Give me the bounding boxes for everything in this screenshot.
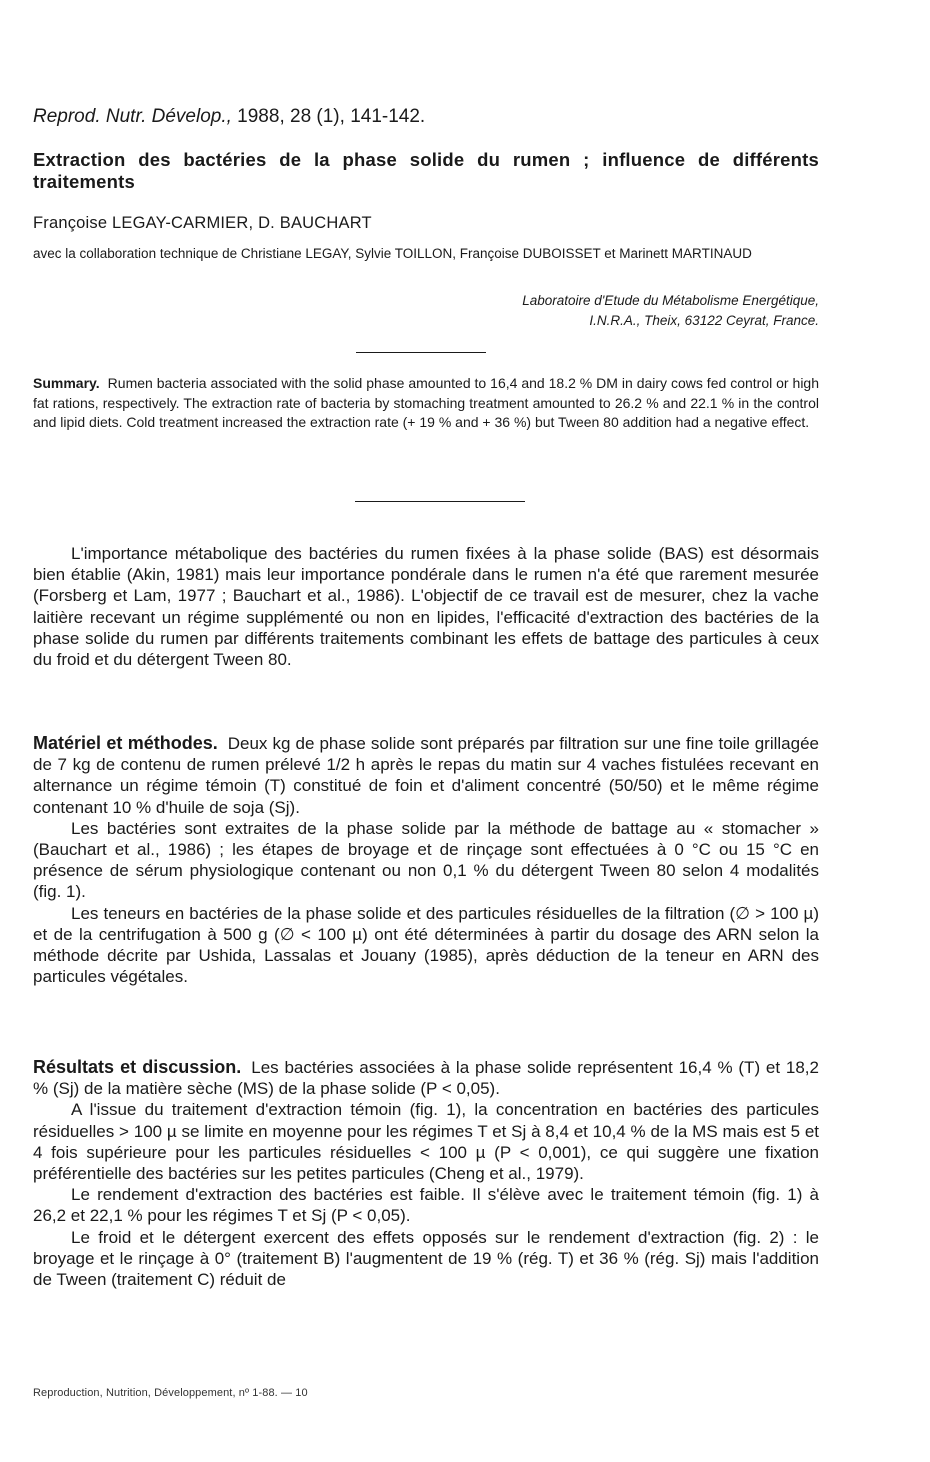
- methods-paragraph-2: Les bactéries sont extraites de la phase solide par la méthode de battage au « stomacher » (Bauchart et al., 1986) ; les étapes de broyage et de rinçage sont effectuées à 0 °C ou 15 °C en présence de sérum physiologique contenant ou non 0,1 % du détergent Tween 80 selon 4 modalités (fig. 1).: [33, 818, 819, 902]
- results-heading: Résultats et discussion.: [33, 1057, 242, 1077]
- results-paragraph-1: [33, 1057, 819, 1099]
- summary-label: Summary.: [33, 375, 100, 391]
- results-section: [33, 1057, 819, 1290]
- methods-heading: Matériel et méthodes.: [33, 733, 218, 753]
- results-paragraph-2: A l'issue du traitement d'extraction témoin (fig. 1), la concentration en bactéries des particules résiduelles > 100 µ se limite en moyenne pour les régimes T et Sj à 8,4 et 10,4 % de la MS mais est 5 et 4 fois supérieure pour les particules résiduelles < 100 µ (P < 0,001), ce qui suggère une fixation préférentielle des bactéries sur les petites particules (Cheng et al., 1979).: [33, 1100, 819, 1184]
- page-footer: Reproduction, Nutrition, Développement, nº 1-88. — 10: [33, 1387, 308, 1399]
- methods-p1-text: Deux kg de phase solide sont préparés par filtration sur une fine toile grillagée de 7 kg de contenu de rumen prélevé 1/2 h après le repas du matin sur 4 vaches fistulées recevant en alternance un régime témoin (T) constitué de foin et d'aliment concentré (50/50) et le même régime contenant 10 % d'huile de soja (Sj).: [33, 734, 819, 817]
- results-p1-text: Les bactéries associées à la phase solide représentent 16,4 % (T) et 18,2 % (Sj) de la matière sèche (MS) de la phase solide (P < 0,05).: [33, 1058, 819, 1099]
- affiliation: [380, 291, 819, 331]
- paper-title: Extraction des bactéries de la phase solide du rumen ; influence de différents traitements: [33, 149, 819, 192]
- results-paragraph-3: Le rendement d'extraction des bactéries est faible. Il s'élève avec le traitement témoin (fig. 1) à 26,2 et 22,1 % pour les régimes T et Sj (P < 0,05).: [33, 1185, 819, 1226]
- summary-text: Rumen bacteria associated with the solid phase amounted to 16,4 and 18.2 % DM in dairy cows fed control or high fat rations, respectively. The extraction rate of bacteria by stomaching treatment amounted to 26.2 % and 22.1 % in the control and lipid diets. Cold treatment increased the extraction rate (+ 19 % and + 36 %) but Tween 80 addition had a negative effect.: [33, 375, 819, 431]
- divider-bottom: [355, 501, 525, 502]
- methods-paragraph-1: [33, 733, 819, 818]
- affiliation-line-2: I.N.R.A., Theix, 63122 Ceyrat, France.: [589, 313, 819, 328]
- collaboration-note: avec la collaboration technique de Christiane LEGAY, Sylvie TOILLON, Françoise DUBOISSET et Marinett MARTINAUD: [33, 246, 752, 261]
- results-paragraph-4: Le froid et le détergent exercent des effets opposés sur le rendement d'extraction (fig. 2) : le broyage et le rinçage à 0° (traitement B) l'augmentent de 19 % (rég. T) et 36 % (rég. Sj) mais l'addition de Tween (traitement C) réduit de: [33, 1227, 819, 1290]
- journal-citation: [33, 106, 425, 128]
- divider-top: [356, 352, 486, 353]
- introduction: [33, 543, 819, 670]
- journal-name: Reprod. Nutr. Dévelop.,: [33, 106, 232, 127]
- authors: Françoise LEGAY-CARMIER, D. BAUCHART: [33, 214, 372, 232]
- intro-paragraph: L'importance métabolique des bactéries du rumen fixées à la phase solide (BAS) est désormais bien établie (Akin, 1981) mais leur importance pondérale dans le rumen n'a été que rarement mesurée (Forsberg et Lam, 1977 ; Bauchart et al., 1986). L'objectif de ce travail est de mesurer, chez la vache laitière recevant un régime supplémenté ou non en lipides, l'efficacité d'extraction des bactéries de la phase solide du rumen par différents traitements combinant les effets de battage des particules à ceux du froid et du détergent Tween 80.: [33, 544, 819, 670]
- affiliation-line-1: Laboratoire d'Etude du Métabolisme Energétique,: [522, 293, 819, 308]
- methods-section: [33, 733, 819, 987]
- methods-paragraph-3: Les teneurs en bactéries de la phase solide et des particules résiduelles de la filtration (∅ > 100 µ) et de la centrifugation à 500 g (∅ < 100 µ) ont été déterminées à partir du dosage des ARN selon la méthode décrite par Ushida, Lassalas et Jouany (1985), après déduction de la teneur en ARN des particules végétales.: [33, 903, 819, 987]
- journal-volume: 1988, 28 (1), 141-142.: [237, 106, 426, 127]
- summary: [33, 374, 819, 433]
